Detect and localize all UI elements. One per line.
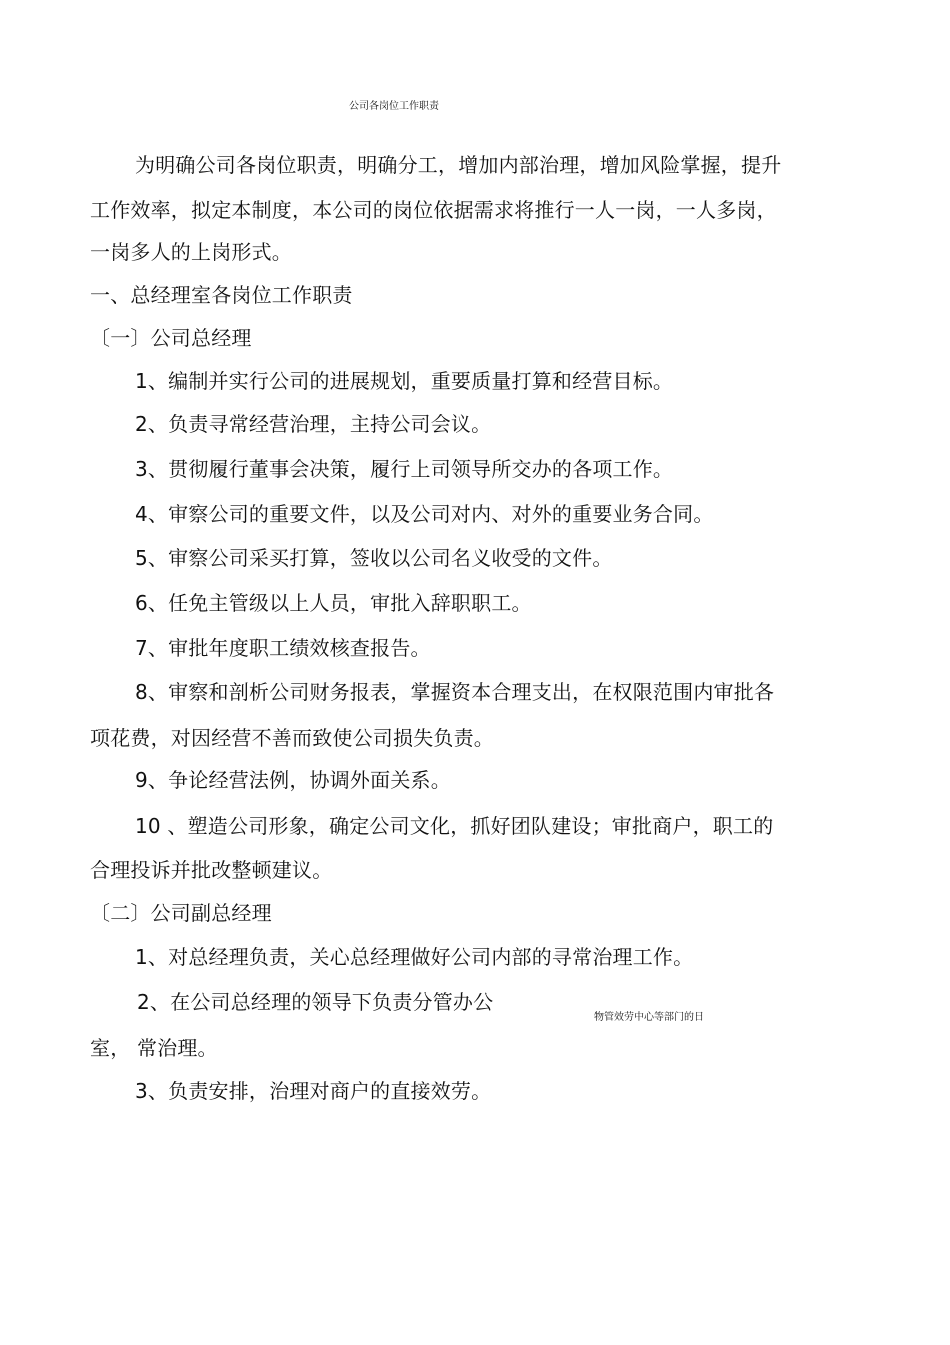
subsection-title-gm: 〔一〕公司总经理 [90,326,252,350]
vgm-item: 3、负责安排，治理对商户的直接效劳。 [135,1079,492,1103]
section-title: 一、总经理室各岗位工作职责 [90,283,353,307]
vgm-item: 1、对总经理负责，关心总经理做好公司内部的寻常治理工作。 [135,945,694,969]
gm-item: 9、争论经营法例，协调外面关系。 [135,768,451,792]
gm-item: 6、任免主管级以上人员，审批入辞职职工。 [135,591,532,615]
gm-item-continuation: 项花费，对因经营不善而致使公司损失负责。 [90,726,494,750]
vgm-item-continuation: 室， 常治理。 [90,1036,218,1060]
intro-line-3: 一岗多人的上岗形式。 [90,240,292,264]
vgm-item: 2、在公司总经理的领导下负责分管办公 [137,990,494,1014]
gm-item: 7、审批年度职工绩效核查报告。 [135,636,431,660]
intro-line-2: 工作效率，拟定本制度，本公司的岗位依据需求将推行一人一岗，一人多岗， [90,198,777,222]
gm-item-continuation: 合理投诉并批改整顿建议。 [90,858,333,882]
gm-item: 3、贯彻履行董事会决策，履行上司领导所交办的各项工作。 [135,457,674,481]
gm-item: 2、负责寻常经营治理，主持公司会议。 [135,412,492,436]
gm-item: 8、审察和剖析公司财务报表，掌握资本合理支出，在权限范围内审批各 [135,680,775,704]
side-note: 物管效劳中心等部门的日 [594,1012,704,1023]
gm-item: 5、审察公司采买打算，签收以公司名义收受的文件。 [135,546,613,570]
gm-item: 4、审察公司的重要文件，以及公司对内、对外的重要业务合同。 [135,502,714,526]
subsection-title-vgm: 〔二〕公司副总经理 [90,901,272,925]
gm-item: 10 、塑造公司形象，确定公司文化，抓好团队建设；审批商户，职工的 [135,814,774,838]
gm-item: 1、编制并实行公司的进展规划，重要质量打算和经营目标。 [135,369,674,393]
intro-line-1: 为明确公司各岗位职责，明确分工，增加内部治理，增加风险掌握，提升 [135,153,782,177]
page-header: 公司各岗位工作职责 [349,101,439,112]
